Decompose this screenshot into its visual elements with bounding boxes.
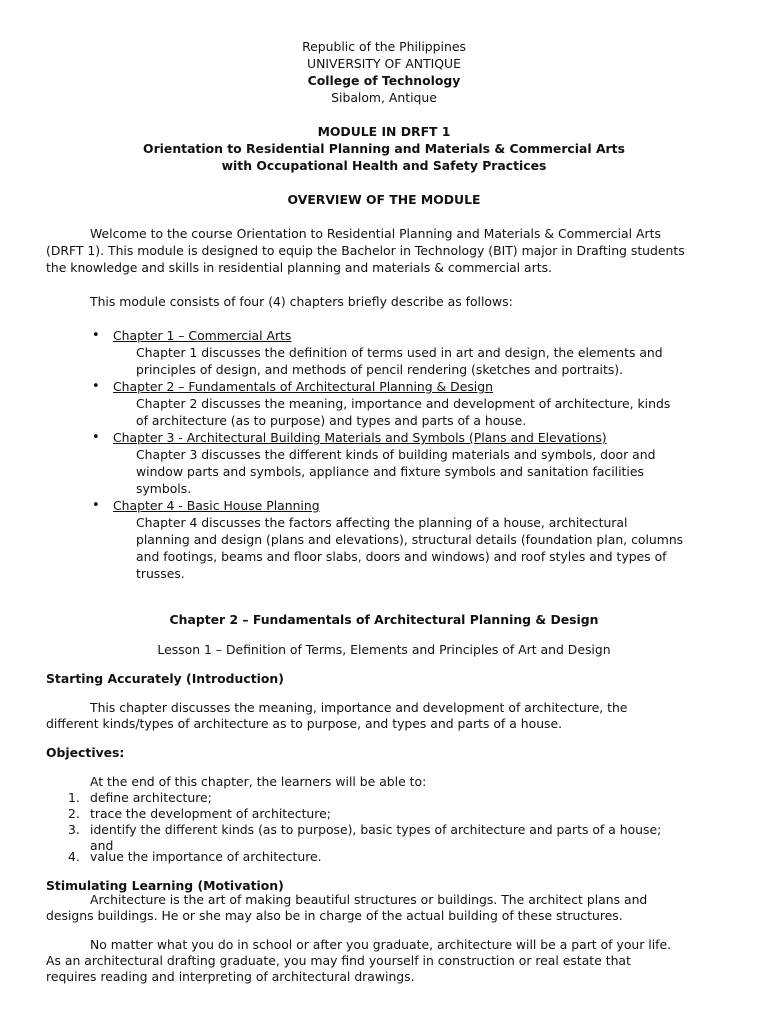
module-code: MODULE IN DRFT 1	[317, 124, 451, 139]
chapter-3-title: Chapter 3 - Architectural Building Materials and Symbols (Plans and Elevations)	[113, 430, 607, 445]
chapter-2-heading: Chapter 2 – Fundamentals of Architectural Planning & Design	[169, 612, 599, 627]
chapter-4-desc-3: and footings, beams and floor slabs, doors and windows) and roof styles and types of	[136, 549, 667, 564]
starting-line-2: different kinds/types of architecture as to purpose, and types and parts of a house.	[46, 716, 563, 731]
starting-heading: Starting Accurately (Introduction)	[46, 671, 284, 686]
chapter-3-desc-1: Chapter 3 discusses the different kinds of building materials and symbols, door and	[136, 447, 656, 462]
objective-item: define architecture;	[90, 790, 212, 805]
objective-item: and	[90, 838, 114, 853]
republic-line: Republic of the Philippines	[302, 39, 466, 54]
university-name: UNIVERSITY OF ANTIQUE	[307, 56, 461, 71]
chapter-2-desc-1: Chapter 2 discusses the meaning, importance and development of architecture, kinds	[136, 396, 671, 411]
closing-line-3: requires reading and interpreting of architectural drawings.	[46, 969, 415, 984]
stimulating-heading: Stimulating Learning (Motivation)	[46, 878, 284, 893]
overview-heading: OVERVIEW OF THE MODULE	[287, 192, 481, 207]
stimulating-line-2: designs buildings. He or she may also be in charge of the actual building of these structures.	[46, 908, 623, 923]
bullet-glyph: •	[92, 328, 100, 343]
intro-line-1: Welcome to the course Orientation to Residential Planning and Materials & Commercial Arts	[90, 226, 661, 241]
chapter-3-desc-2: window parts and symbols, appliance and fixture symbols and sanitation facilities	[136, 464, 644, 479]
objective-number: 3.	[68, 822, 80, 837]
module-title-line1: Orientation to Residential Planning and Materials & Commercial Arts	[143, 141, 625, 156]
objective-item: trace the development of architecture;	[90, 806, 331, 821]
objectives-intro: At the end of this chapter, the learners will be able to:	[90, 774, 427, 789]
chapter-1-desc-2: principles of design, and methods of pencil rendering (sketches and portraits).	[136, 362, 624, 377]
objective-item: identify the different kinds (as to purpose), basic types of architecture and parts of a house;	[90, 822, 662, 837]
objective-number: 1.	[68, 790, 80, 805]
intro-line-2: (DRFT 1). This module is designed to equip the Bachelor in Technology (BIT) major in Drafting students	[46, 243, 685, 258]
objectives-heading: Objectives:	[46, 745, 125, 760]
chapter-4-desc-2: planning and design (plans and elevations), structural details (foundation plan, columns	[136, 532, 684, 547]
bullet-glyph: •	[92, 498, 100, 513]
closing-line-2: As an architectural drafting graduate, you may find yourself in construction or real estate that	[46, 953, 631, 968]
chapter-1-title: Chapter 1 – Commercial Arts	[113, 328, 292, 343]
chapter-1-desc-1: Chapter 1 discusses the definition of terms used in art and design, the elements and	[136, 345, 663, 360]
chapter-4-title: Chapter 4 - Basic House Planning	[113, 498, 320, 513]
chapter-3-desc-3: symbols.	[136, 481, 192, 496]
lesson-title: Lesson 1 – Definition of Terms, Elements and Principles of Art and Design	[157, 642, 611, 657]
intro-line-3: the knowledge and skills in residential planning and materials & commercial arts.	[46, 260, 552, 275]
module-title-line2: with Occupational Health and Safety Practices	[221, 158, 547, 173]
chapter-4-desc-4: trusses.	[136, 566, 185, 581]
stimulating-line-1: Architecture is the art of making beautiful structures or buildings. The architect plans and	[90, 892, 648, 907]
starting-line-1: This chapter discusses the meaning, importance and development of architecture, the	[90, 700, 628, 715]
college-name: College of Technology	[307, 73, 461, 88]
bullet-glyph: •	[92, 430, 100, 445]
bullet-glyph: •	[92, 379, 100, 394]
location-line: Sibalom, Antique	[331, 90, 437, 105]
closing-line-1: No matter what you do in school or after you graduate, architecture will be a part of your life.	[90, 937, 672, 952]
objective-item: value the importance of architecture.	[90, 849, 322, 864]
objective-number: 4.	[68, 849, 80, 864]
chapter-4-desc-1: Chapter 4 discusses the factors affecting the planning of a house, architectural	[136, 515, 628, 530]
chapter-2-title: Chapter 2 – Fundamentals of Architectural Planning & Design	[113, 379, 493, 394]
chapter-2-desc-2: of architecture (as to purpose) and types and parts of a house.	[136, 413, 527, 428]
chapters-intro: This module consists of four (4) chapters briefly describe as follows:	[90, 294, 513, 309]
objective-number: 2.	[68, 806, 80, 821]
